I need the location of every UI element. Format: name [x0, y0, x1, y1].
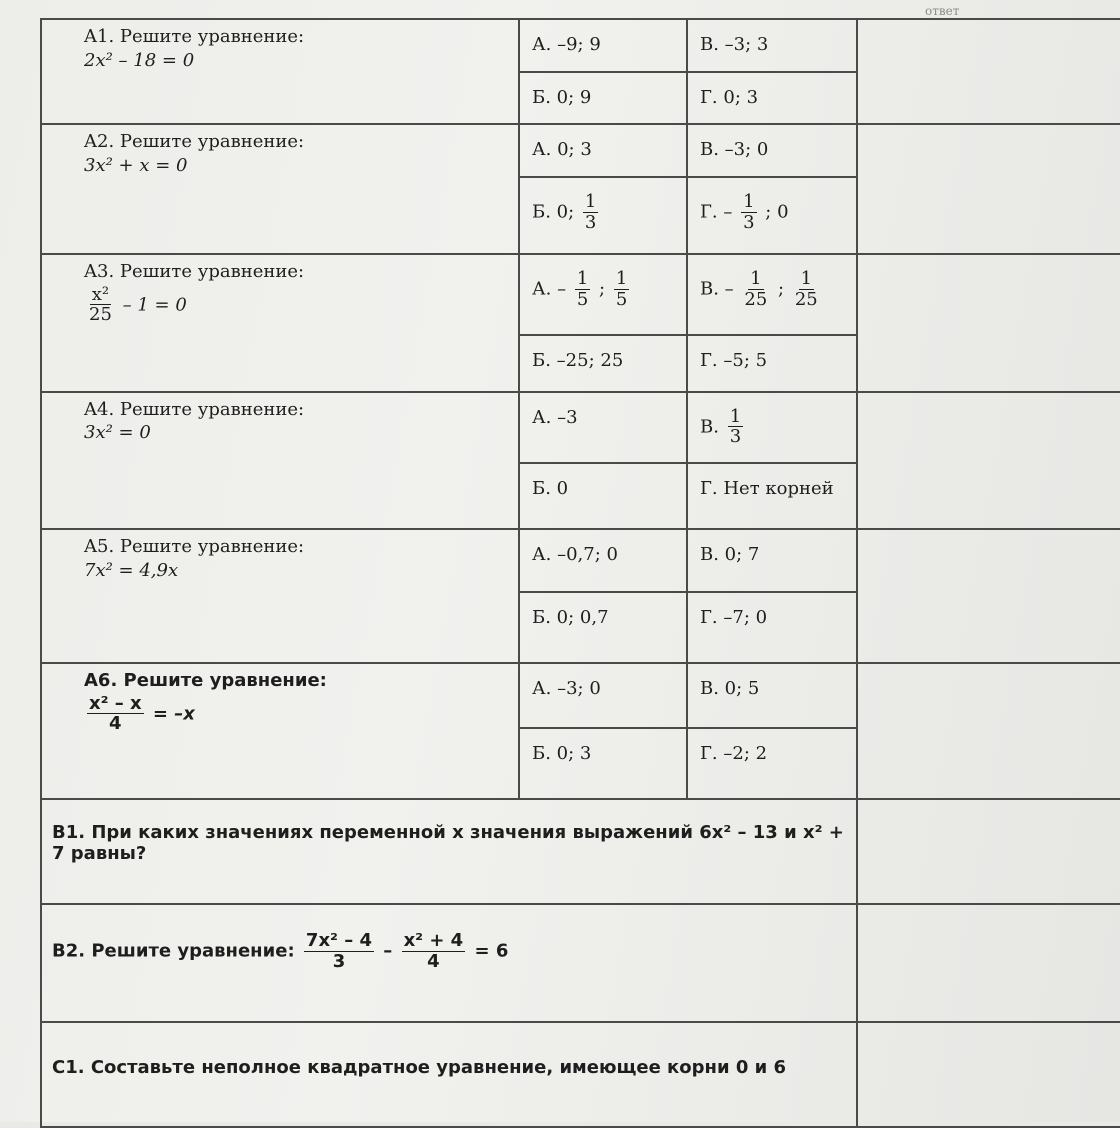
- a3-option-b[interactable]: Б. –25; 25: [519, 335, 687, 392]
- a3-answer-box[interactable]: [857, 254, 1120, 392]
- b1-question: B1. При каких значениях переменной x значения выражений 6x² – 13 и x² + 7 равны?: [41, 799, 857, 904]
- a2-option-b[interactable]: Б. 0; $\frac{1}{3}$: [519, 177, 687, 254]
- a1-question: A1. Решите уравнение: 2x² – 18 = 0: [41, 19, 519, 124]
- a1-answer-box[interactable]: [857, 19, 1120, 124]
- fraction: $\frac{1}{3}$: [743, 190, 755, 233]
- a4-option-g[interactable]: Г. Нет корней: [687, 463, 857, 530]
- a4-option-b[interactable]: Б. 0: [519, 463, 687, 530]
- a5-answer-box[interactable]: [857, 529, 1120, 663]
- a6-option-g[interactable]: Г. –2; 2: [687, 728, 857, 799]
- a4-option-a[interactable]: А. –3: [519, 392, 687, 463]
- a3-question: A3. Решите уравнение: $\frac{\text{x²}}{25}$ – 1 = 0: [41, 254, 519, 392]
- a1-option-a[interactable]: А. –9; 9: [519, 19, 687, 72]
- a2-option-v[interactable]: В. –3; 0: [687, 124, 857, 177]
- a4-option-v[interactable]: В. $\frac{1}{3}$: [687, 392, 857, 463]
- a5-option-b[interactable]: Б. 0; 0,7: [519, 592, 687, 663]
- a1-row: [41, 19, 1120, 72]
- a1-option-g[interactable]: Г. 0; 3: [687, 72, 857, 125]
- a4-question: A4. Решите уравнение: 3x² = 0: [41, 392, 519, 530]
- fraction: $\frac{\text{x²}}{25}$: [89, 283, 112, 326]
- b2-question: B2. Решите уравнение: $\frac{\text{7x² – 4}}{3}$ – $\frac{\text{x² + 4}}{4}$ = 6: [41, 904, 857, 1021]
- c1-answer-box[interactable]: [857, 1022, 1120, 1127]
- a1-option-b[interactable]: Б. 0; 9: [519, 72, 687, 125]
- a1-option-v[interactable]: В. –3; 3: [687, 19, 857, 72]
- a5-question: A5. Решите уравнение: 7x² = 4,9x: [41, 529, 519, 663]
- a2-question: A2. Решите уравнение: 3x² + x = 0: [41, 124, 519, 254]
- test-table: [40, 18, 1120, 1128]
- a6-answer-box[interactable]: [857, 663, 1120, 799]
- a6-option-v[interactable]: В. 0; 5: [687, 663, 857, 728]
- a3-option-a[interactable]: А. – $\frac{1}{5}$ ; $\frac{1}{5}$: [519, 254, 687, 335]
- a2-option-a[interactable]: А. 0; 3: [519, 124, 687, 177]
- a6-question: A6. Решите уравнение: $\frac{\text{x² – x}}{4}$ = –x: [41, 663, 519, 799]
- b1-answer-box[interactable]: [857, 799, 1120, 904]
- a2-answer-box[interactable]: [857, 124, 1120, 254]
- a6-option-a[interactable]: А. –3; 0: [519, 663, 687, 728]
- a3-option-v[interactable]: В. – $\frac{1}{25}$ ; $\frac{1}{25}$: [687, 254, 857, 335]
- fraction: $\frac{1}{3}$: [584, 190, 597, 233]
- a5-option-g[interactable]: Г. –7; 0: [687, 592, 857, 663]
- a4-answer-box[interactable]: [857, 392, 1120, 530]
- a3-option-g[interactable]: Г. –5; 5: [687, 335, 857, 392]
- a5-option-v[interactable]: В. 0; 7: [687, 529, 857, 592]
- a2-option-g[interactable]: Г. – $\frac{1}{3}$ ; 0: [687, 177, 857, 254]
- answer-column-header: ответ: [925, 4, 960, 18]
- a6-option-b[interactable]: Б. 0; 3: [519, 728, 687, 799]
- a5-option-a[interactable]: А. –0,7; 0: [519, 529, 687, 592]
- b2-answer-box[interactable]: [857, 904, 1120, 1021]
- c1-question: C1. Составьте неполное квадратное уравнение, имеющее корни 0 и 6: [41, 1022, 857, 1127]
